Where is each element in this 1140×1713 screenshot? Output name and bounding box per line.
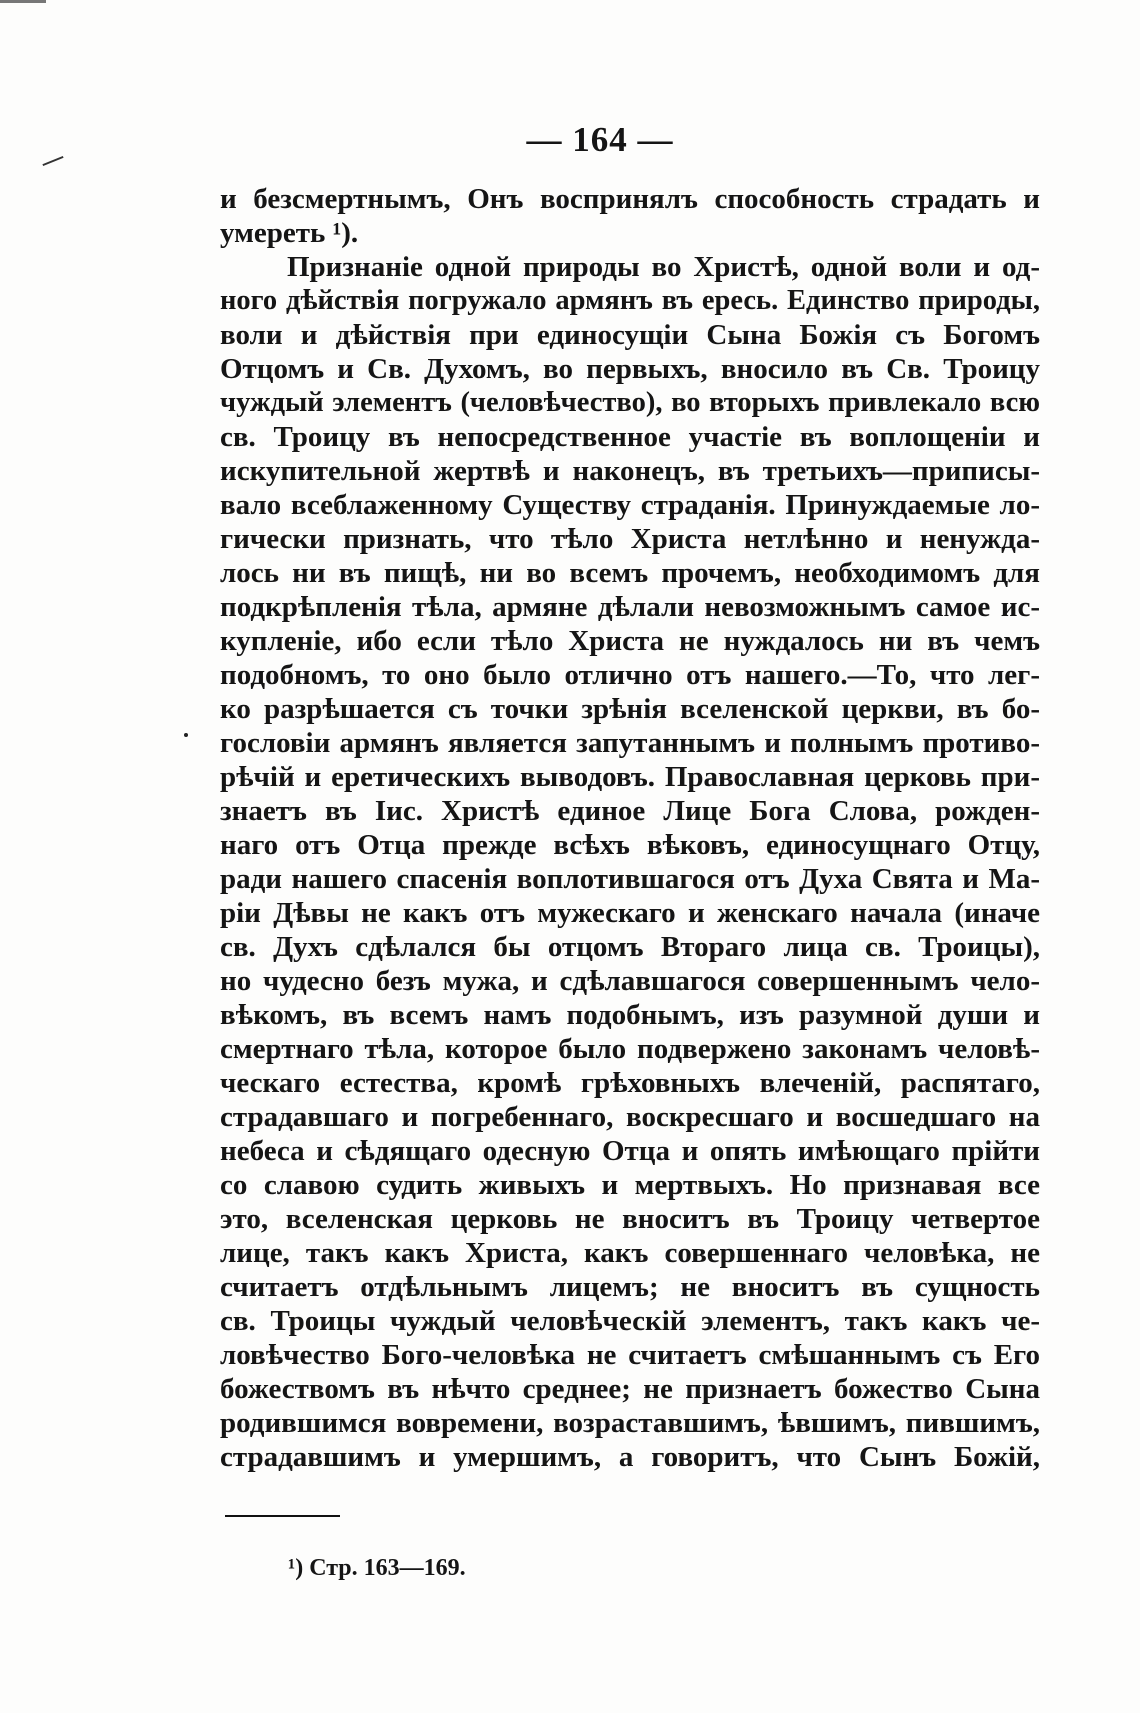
text-line: чуждый элементъ (человѣчество), во вторыхъ привлекало всю — [220, 387, 1040, 418]
stray-pen-mark — [42, 156, 63, 166]
text-line: ко разрѣшается съ точки зрѣнія вселенской церкви, въ бо- — [220, 693, 1040, 725]
text-line: но чудесно безъ мужа, и сдѣлавшагося совершеннымъ чело- — [220, 965, 1040, 997]
text-line: лось ни въ пищѣ, ни во всемъ прочемъ, необходимомъ для — [220, 557, 1040, 589]
text-line: Отцомъ и Св. Духомъ, во первыхъ, вносило въ Св. Троицу — [220, 353, 1040, 385]
text-line: подкрѣпленія тѣла, армяне дѣлали невозможнымъ самое ис- — [220, 591, 1040, 623]
stray-dot-mark — [184, 733, 188, 737]
text-line: родившимся вовремени, возраставшимъ, ѣвшимъ, пившимъ, — [220, 1407, 1040, 1439]
text-line: гословіи армянъ является запутаннымъ и полнымъ противо- — [220, 727, 1040, 759]
text-line: рѣчій и еретическихъ выводовъ. Православная церковь при- — [220, 761, 1040, 793]
footnote-rule — [225, 1515, 340, 1517]
text-line: смертнаго тѣла, которое было подвержено законамъ человѣ- — [220, 1033, 1040, 1065]
text-line: подобномъ, то оно было отлично отъ нашего.—То, что лег- — [220, 659, 1040, 691]
text-line: вѣкомъ, въ всемъ намъ подобнымъ, изъ разумной души и — [220, 999, 1040, 1031]
text-line: это, вселенская церковь не вноситъ въ Троицу четвертое — [220, 1203, 1040, 1235]
text-line: вало всеблаженному Существу страданія. Принуждаемые ло- — [220, 489, 1040, 521]
text-line: страдавшаго и погребеннаго, воскресшаго и восшедшаго на — [220, 1101, 1040, 1133]
text-line: св. Троицу въ непосредственное участіе въ воплощеніи и — [220, 421, 1040, 453]
text-line: божествомъ въ нѣчто среднее; не признаетъ божество Сына — [220, 1373, 1040, 1405]
text-line: ного дѣйствія погружало армянъ въ ересь. Единство природы, — [220, 285, 1040, 316]
text-line: страдавшимъ и умершимъ, а говоритъ, что Сынъ Божій, — [220, 1441, 1040, 1473]
text-line: искупительной жертвѣ и наконецъ, въ третьихъ—приписы- — [220, 455, 1040, 487]
text-line: наго отъ Отца прежде всѣхъ вѣковъ, единосущнаго Отцу, — [220, 829, 1040, 861]
text-line: ловѣчество Бого-человѣка не считаетъ смѣшаннымъ съ Его — [220, 1339, 1040, 1371]
text-line: лице, такъ какъ Христа, какъ совершеннаго человѣка, не — [220, 1237, 1040, 1269]
text-line: ческаго естества, кромѣ грѣховныхъ влеченій, распятаго, — [220, 1067, 1040, 1099]
text-line: и безсмертнымъ, Онъ воспринялъ способность страдать и — [220, 183, 1040, 215]
text-line: считаетъ отдѣльнымъ лицемъ; не вноситъ въ сущность — [220, 1271, 1040, 1303]
text-line: св. Духъ сдѣлался бы отцомъ Втораго лица св. Троицы), — [220, 931, 1040, 963]
text-line: Признаніе одной природы во Христѣ, одной воли и од- — [287, 251, 1040, 283]
scan-edge-mark — [0, 0, 46, 3]
text-line: со славою судить живыхъ и мертвыхъ. Но признавая все — [220, 1169, 1040, 1201]
text-line: умереть ¹). — [220, 217, 359, 249]
text-line: ради нашего спасенія воплотившагося отъ Духа Свята и Ма- — [220, 863, 1040, 895]
page-number: — 164 — — [526, 120, 674, 159]
text-line: воли и дѣйствія при единосущіи Сына Божія съ Богомъ — [220, 319, 1040, 351]
text-line: ріи Дѣвы не какъ отъ мужескаго и женскаго начала (иначе — [220, 897, 1040, 929]
text-line: знаетъ въ Іис. Христѣ единое Лице Бога Слова, рожден- — [220, 795, 1040, 827]
text-line: небеса и сѣдящаго одесную Отца и опять имѣющаго прійти — [220, 1135, 1040, 1167]
text-line: гически признать, что тѣло Христа нетлѣнно и ненуждa- — [220, 523, 1040, 555]
text-line: св. Троицы чуждый человѣческій элементъ, такъ какъ че- — [220, 1305, 1040, 1337]
footnote: ¹) Стр. 163—169. — [288, 1555, 466, 1581]
text-line: купленіе, ибо если тѣло Христа не нуждалось ни въ чемъ — [220, 625, 1040, 657]
